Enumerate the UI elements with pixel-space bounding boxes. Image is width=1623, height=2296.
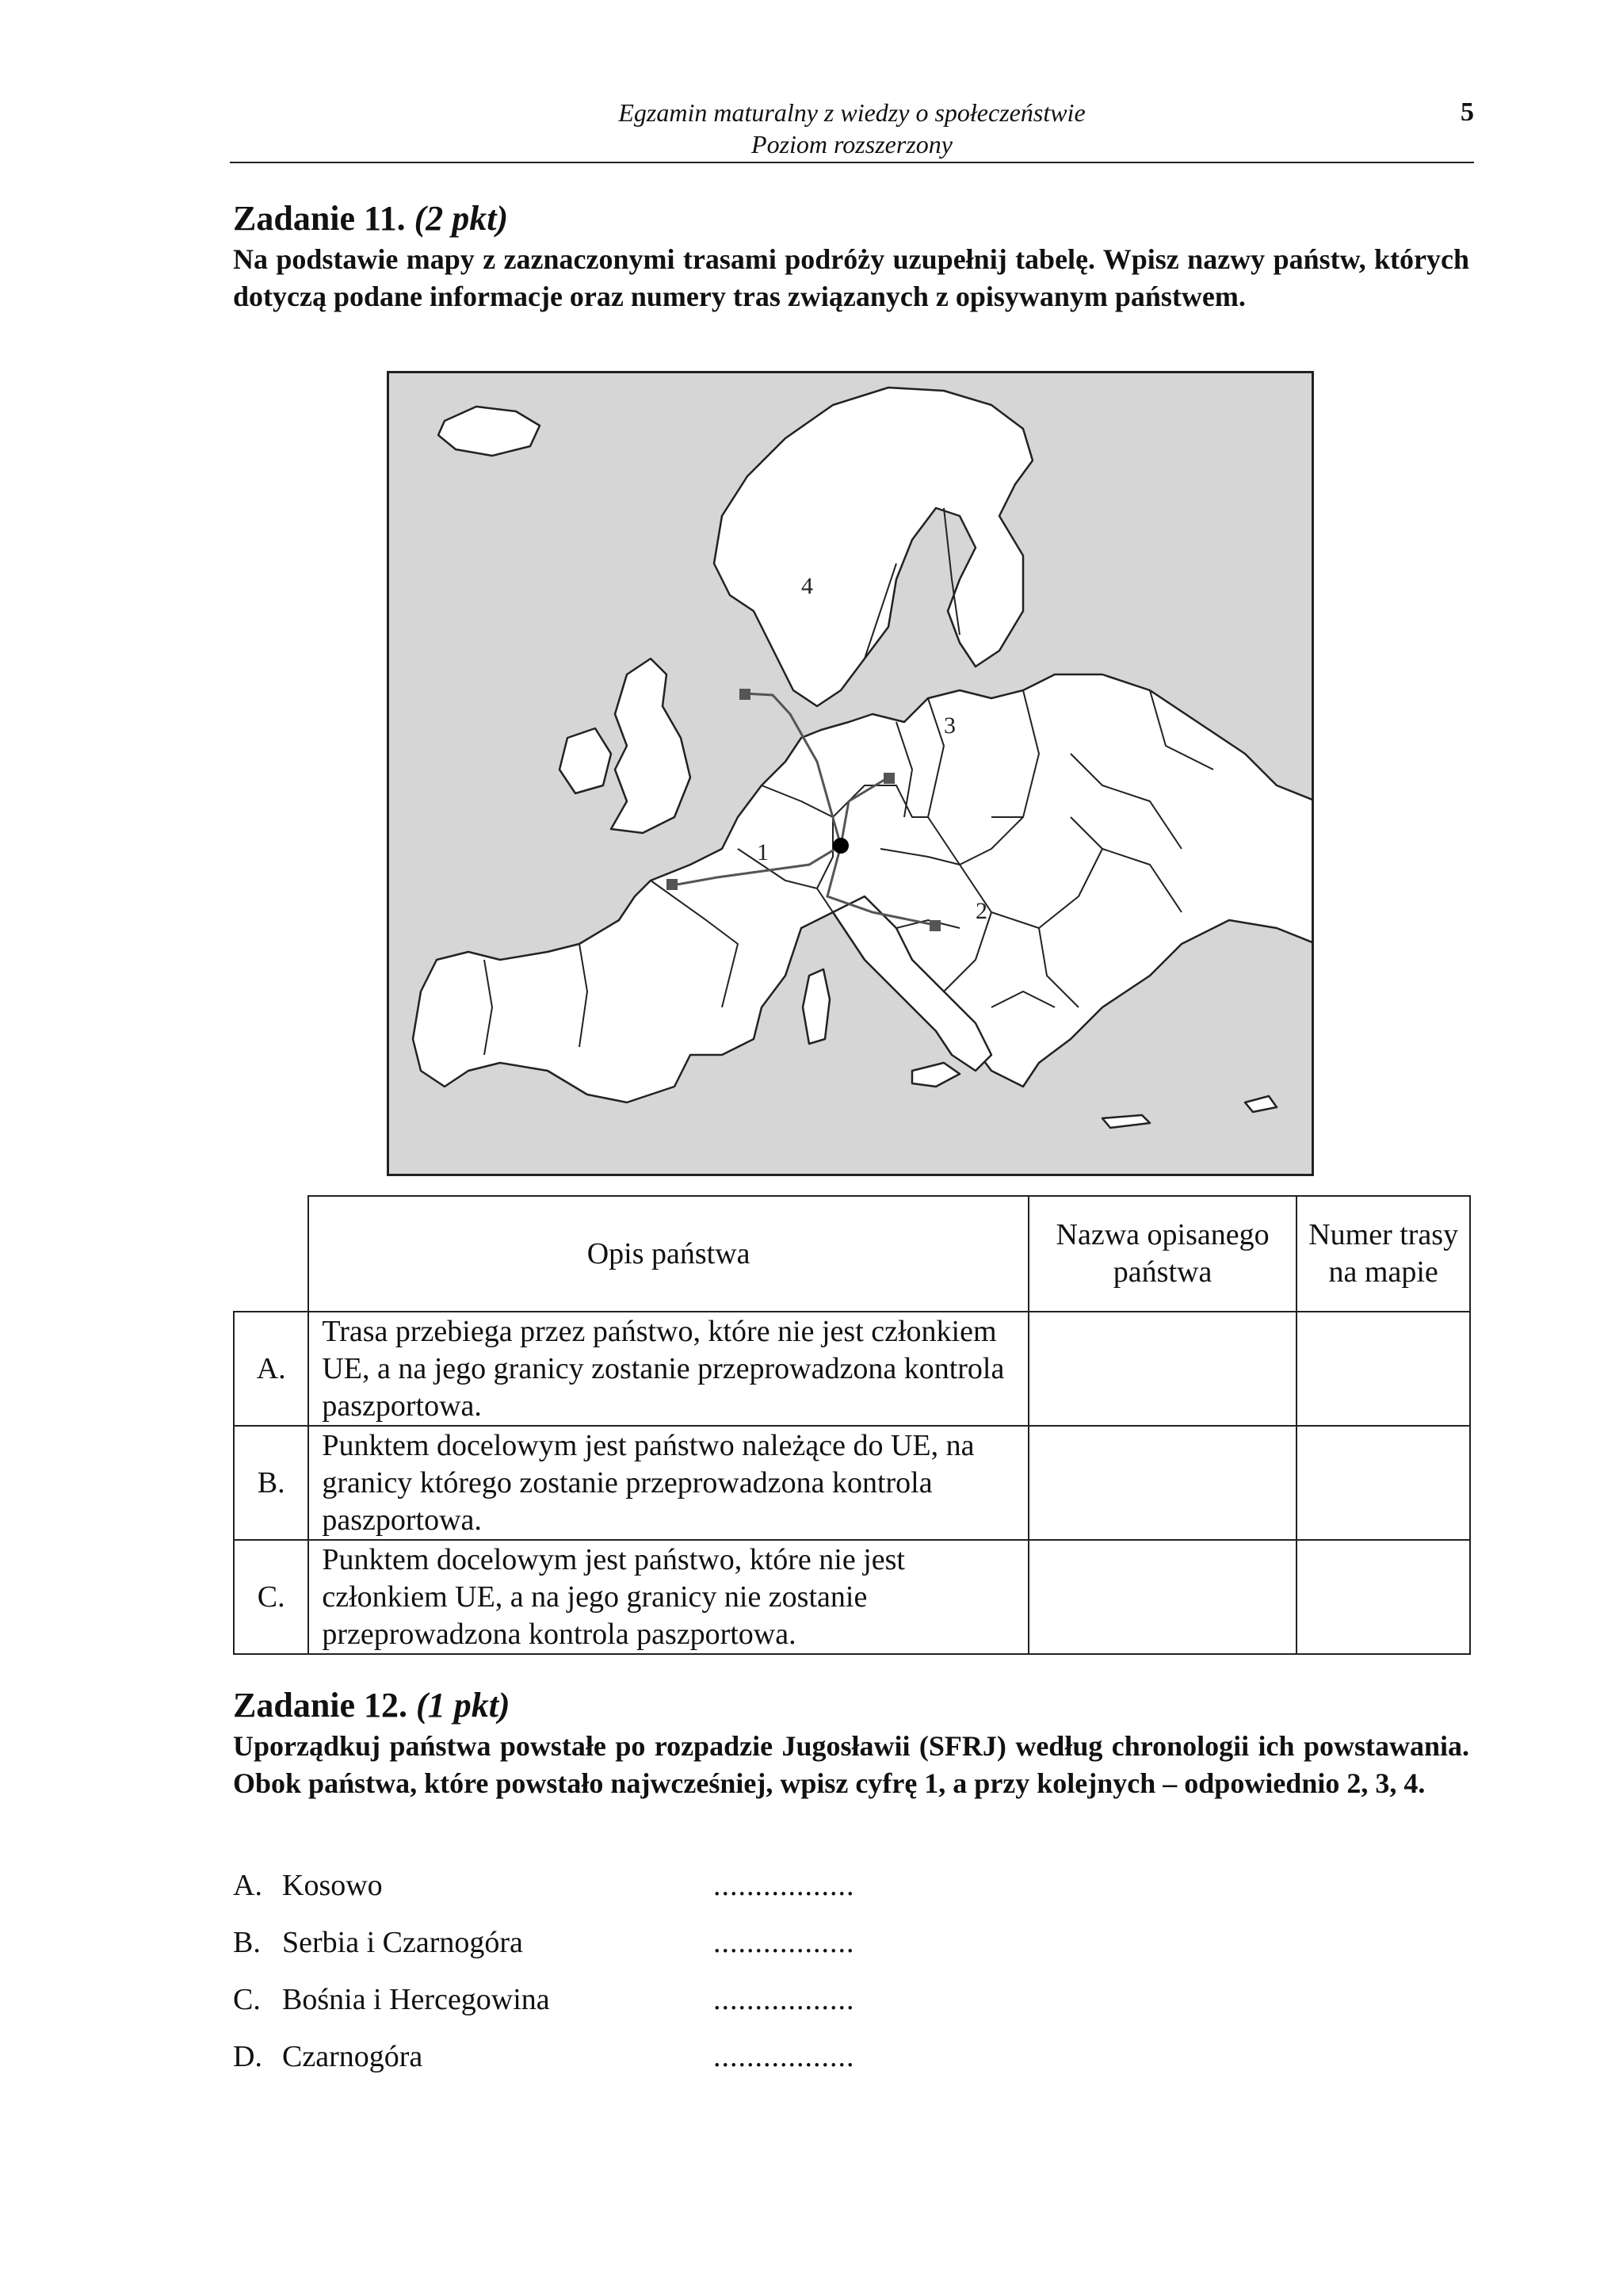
- row-letter: C.: [234, 1540, 308, 1654]
- page-header: [230, 97, 1474, 162]
- land-iceland: [438, 407, 540, 456]
- page-number: 5: [1461, 97, 1474, 127]
- land-corsica-sardinia: [803, 969, 830, 1044]
- task12-number: Zadanie 12.: [233, 1686, 408, 1725]
- item-answer-blank[interactable]: .................: [713, 1983, 855, 2016]
- answer-country-cell[interactable]: [1029, 1540, 1296, 1654]
- land-great-britain: [611, 659, 690, 833]
- land-crete: [1102, 1115, 1150, 1128]
- exam-title: Egzamin maturalny z wiedzy o społeczeństwie: [618, 98, 1086, 127]
- header-divider: [230, 162, 1474, 163]
- item-answer-blank[interactable]: .................: [713, 2040, 855, 2073]
- item-country: Kosowo: [282, 1869, 383, 1902]
- task12-item-list: [233, 1867, 946, 2095]
- task11-answer-table: [233, 1195, 1471, 1655]
- table-row: [234, 1540, 1470, 1654]
- list-item: [233, 1924, 946, 1981]
- route-3-endpoint: [884, 773, 895, 784]
- land-scandinavia: [714, 388, 1033, 706]
- route-4-endpoint: [739, 689, 750, 700]
- list-item: [233, 2038, 946, 2095]
- row-description: Punktem docelowym jest państwo, które nie jest członkiem UE, a na jego granicy nie zostanie przeprowadzona kontrola paszportowa.: [308, 1540, 1028, 1654]
- answer-route-cell[interactable]: [1296, 1312, 1470, 1426]
- task11-points: (2 pkt): [414, 199, 509, 238]
- europe-routes-map: [387, 371, 1314, 1176]
- table-row: [234, 1426, 1470, 1540]
- list-item: [233, 1981, 946, 2038]
- land-continent: [413, 674, 1314, 1102]
- table-corner-cell: [234, 1196, 308, 1312]
- answer-route-cell[interactable]: [1296, 1540, 1470, 1654]
- route-1-label: 1: [757, 839, 769, 865]
- task11-number: Zadanie 11.: [233, 199, 406, 238]
- route-2-endpoint: [930, 920, 941, 931]
- route-origin-dot: [833, 838, 849, 854]
- item-letter: B.: [233, 1926, 261, 1959]
- row-letter: B.: [234, 1426, 308, 1540]
- item-country: Czarnogóra: [282, 2040, 423, 2073]
- header-route-number: Numer trasy na mapie: [1296, 1196, 1470, 1312]
- answer-country-cell[interactable]: [1029, 1312, 1296, 1426]
- route-3-label: 3: [944, 712, 956, 739]
- land-sicily: [912, 1063, 960, 1087]
- item-letter: D.: [233, 2040, 262, 2073]
- header-description: Opis państwa: [308, 1196, 1028, 1312]
- land-cyprus: [1245, 1096, 1277, 1112]
- table-row: [234, 1312, 1470, 1426]
- list-item: [233, 1867, 946, 1924]
- answer-country-cell[interactable]: [1029, 1426, 1296, 1540]
- table-header-row: [234, 1196, 1470, 1312]
- row-letter: A.: [234, 1312, 308, 1426]
- row-description: Trasa przebiega przez państwo, które nie jest członkiem UE, a na jego granicy zostanie przeprowadzona kontrola paszportowa.: [308, 1312, 1028, 1426]
- task11-title: [233, 198, 508, 239]
- answer-route-cell[interactable]: [1296, 1426, 1470, 1540]
- route-4-label: 4: [801, 573, 813, 599]
- item-answer-blank[interactable]: .................: [713, 1926, 855, 1959]
- land-ireland: [559, 728, 611, 793]
- item-letter: C.: [233, 1983, 261, 2016]
- route-1-endpoint: [666, 879, 678, 890]
- header-country-name: Nazwa opisanego państwa: [1029, 1196, 1296, 1312]
- task11-instruction: Na podstawie mapy z zaznaczonymi trasami podróży uzupełnij tabelę. Wpisz nazwy państw, których dotyczą podane informacje oraz numery tras związanych z opisywanym państwem.: [233, 243, 1469, 312]
- item-letter: A.: [233, 1869, 262, 1902]
- item-country: Bośnia i Hercegowina: [282, 1983, 550, 2016]
- europe-map-svg: [389, 373, 1314, 1176]
- task12-points: (1 pkt): [416, 1686, 510, 1725]
- item-answer-blank[interactable]: .................: [713, 1869, 855, 1902]
- item-country: Serbia i Czarnogóra: [282, 1926, 523, 1959]
- task12-instruction: Uporządkuj państwa powstałe po rozpadzie Jugosławii (SFRJ) według chronologii ich powstawania. Obok państwa, które powstało najwcześniej, wpisz cyfrę 1, a przy kolejnych – odpowiednio 2, 3, 4.: [233, 1730, 1469, 1799]
- task12-title: [233, 1685, 510, 1726]
- row-description: Punktem docelowym jest państwo należące do UE, na granicy którego zostanie przeprowadzona kontrola paszportowa.: [308, 1426, 1028, 1540]
- route-2-label: 2: [976, 898, 987, 924]
- exam-level: Poziom rozszerzony: [751, 130, 953, 159]
